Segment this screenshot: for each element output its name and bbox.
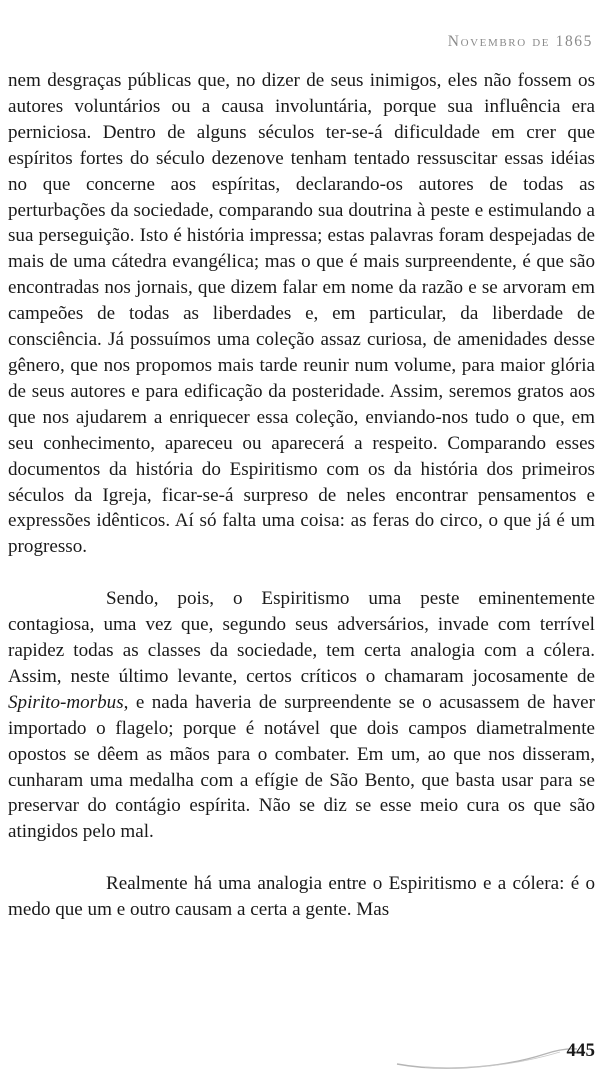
paragraph-text: Realmente há uma analogia entre o Espiritismo e a cólera: é o medo que um e outro causam a certa a gente. Mas xyxy=(8,873,595,921)
page-number: 445 xyxy=(566,1040,595,1061)
italic-term: Spirito-morbus xyxy=(8,691,124,713)
paragraph-continued xyxy=(8,68,595,560)
swash-ornament xyxy=(395,1040,595,1070)
running-head: Novembro de 1865 xyxy=(447,33,593,50)
paragraph-text-after: , e nada haveria de surpreendente se o acusassem de haver importado o flagelo; porque é notável que dois campos diametralmente opostos se dêem as mãos para o combater. Em um, ao que nos disseram, cunharam uma medalha com a efígie de São Bento, que basta usar para se preservar do contágio espírita. Não se diz se esse meio cura os que são atingidos pelo mal. xyxy=(8,691,595,843)
paragraph-text: nem desgraças públicas que, no dizer de seus inimigos, eles não fossem os autores voluntários ou a causa involuntária, porque sua influência era perniciosa. Dentro de alguns séculos ter-se-á dificuldade em crer que espíritos fortes do século dezenove tenham tentado ressuscitar essas idéias no que concerne aos espíritas, declarando-os autores de todas as perturbações da sociedade, comparando sua doutrina à peste e estimulando a sua perseguição. Isto é história impressa; estas palavras foram despejadas de mais de uma cátedra evangélica; mas o que é mais surpreendente, é que são encontradas nos jornais, que dizem falar em nome da razão e se arvoram em campeões de todas as liberdades e, em particular, da liberdade de consciência. Já possuímos uma coleção assaz curiosa, de amenidades desse gênero, que nos propomos mais tarde reunir num volume, para maior glória de seus autores e para edificação da posteridade. Assim, seremos gratos aos que nos ajudarem a enriquecer essa coleção, enviando-nos tudo o que, em seu conhecimento, apareceu ou aparecerá a respeito. Comparando esses documentos da história do Espiritismo com os da história dos primeiros séculos da Igreja, ficar-se-á surpreso de neles encontrar pensamentos e expressões idênticos. Aí só falta uma coisa: as feras do circo, o que já é um progresso. xyxy=(8,70,595,558)
page-body xyxy=(8,68,595,923)
paragraph-spirito-morbus xyxy=(8,586,595,845)
paragraph-analogia xyxy=(8,871,595,923)
paragraph-text-before: Sendo, pois, o Espiritismo uma peste eminentemente contagiosa, uma vez que, segundo seus adversários, invade com terrível rapidez todas as classes da sociedade, tem certa analogia com a cólera. Assim, neste último levante, certos críticos o chamaram jocosamente de xyxy=(8,588,595,687)
